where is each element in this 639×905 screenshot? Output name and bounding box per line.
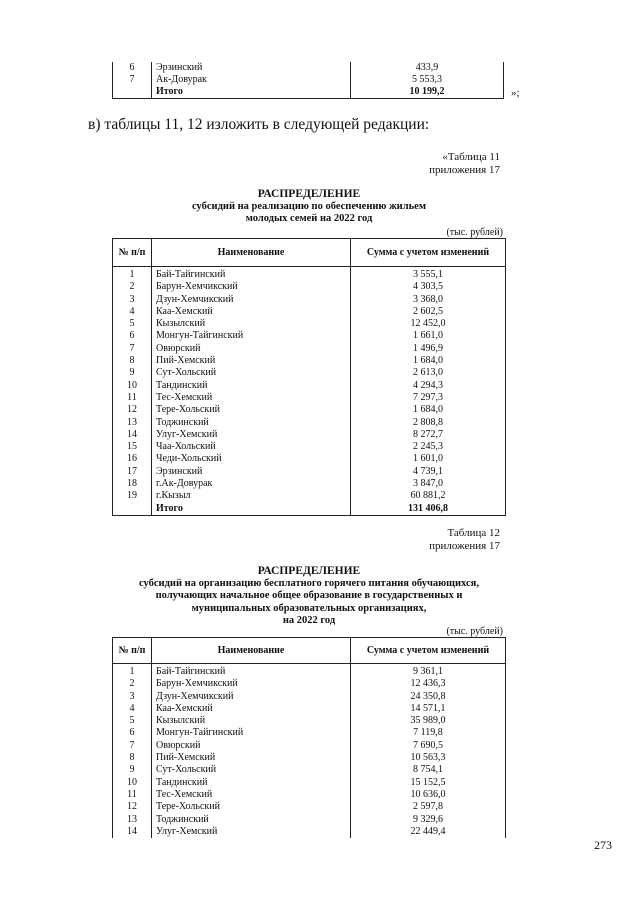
row-name: Чаа-Хольский (152, 441, 351, 453)
table-row (113, 294, 506, 306)
row-number: 4 (113, 306, 152, 318)
total-empty-cell (113, 503, 152, 516)
row-name: Улуг-Хемский (152, 429, 351, 441)
row-name: Улуг-Хемский (152, 826, 351, 838)
row-number: 12 (113, 801, 152, 813)
table-row (113, 814, 506, 826)
row-sum: 14 571,1 (351, 703, 506, 715)
row-sum: 10 563,3 (351, 752, 506, 764)
row-sum: 2 613,0 (351, 367, 506, 379)
row-sum: 12 436,3 (351, 678, 506, 690)
row-number: 11 (113, 392, 152, 404)
table11-units: (тыс. рублей) (446, 227, 503, 238)
table-row (113, 466, 506, 478)
row-sum: 10 636,0 (351, 789, 506, 801)
row-sum: 22 449,4 (351, 826, 506, 838)
table11-heading (112, 188, 506, 226)
table-row (113, 826, 506, 838)
table12-reference (429, 527, 500, 553)
row-number: 7 (113, 740, 152, 752)
row-sum: 7 119,8 (351, 727, 506, 739)
continuation-table (112, 62, 504, 99)
table12-heading (112, 565, 506, 628)
table-row (113, 801, 506, 813)
row-sum: 12 452,0 (351, 318, 506, 330)
total-row (113, 503, 506, 516)
table11-ref-line2: приложения 17 (429, 164, 500, 176)
row-sum: 9 361,1 (351, 664, 506, 679)
row-number: 10 (113, 777, 152, 789)
row-sum: 433,9 (351, 62, 504, 74)
row-name: Барун-Хемчикский (152, 678, 351, 690)
row-name: Тере-Хольский (152, 404, 351, 416)
row-number: 17 (113, 466, 152, 478)
row-sum: 7 690,5 (351, 740, 506, 752)
row-number: 18 (113, 478, 152, 490)
row-number: 11 (113, 789, 152, 801)
row-name: Тоджинский (152, 814, 351, 826)
total-label: Итого (152, 503, 351, 516)
row-number: 2 (113, 678, 152, 690)
row-sum: 2 808,8 (351, 417, 506, 429)
row-sum: 2 602,5 (351, 306, 506, 318)
table12 (112, 637, 506, 838)
row-number: 6 (113, 727, 152, 739)
row-name: Сут-Хольский (152, 764, 351, 776)
table-row (113, 691, 506, 703)
total-sum: 131 406,8 (351, 503, 506, 516)
table12-col-name: Наименование (152, 638, 351, 664)
table-row (113, 355, 506, 367)
row-sum: 1 661,0 (351, 330, 506, 342)
table-row (113, 343, 506, 355)
table-row (113, 441, 506, 453)
row-number: 9 (113, 367, 152, 379)
total-empty-cell (113, 86, 152, 99)
table-row (113, 777, 506, 789)
table-row (113, 62, 504, 74)
row-number: 1 (113, 267, 152, 282)
table-row (113, 330, 506, 342)
row-number: 4 (113, 703, 152, 715)
row-name: Сут-Хольский (152, 367, 351, 379)
row-name: Чеди-Хольский (152, 453, 351, 465)
table12-ref-line2: приложения 17 (429, 540, 500, 552)
table-row (113, 703, 506, 715)
table-row (113, 392, 506, 404)
row-name: Тандинский (152, 777, 351, 789)
table-row (113, 318, 506, 330)
row-sum: 3 847,0 (351, 478, 506, 490)
table11 (112, 238, 506, 516)
row-name: Тоджинский (152, 417, 351, 429)
table11-body (113, 267, 506, 516)
page-number: 273 (594, 838, 612, 852)
table11-subtitle-line2: молодых семей на 2022 год (245, 213, 373, 224)
table-row (113, 267, 506, 282)
row-sum: 4 739,1 (351, 466, 506, 478)
row-name: Тандинский (152, 380, 351, 392)
row-sum: 35 989,0 (351, 715, 506, 727)
table12-title: РАСПРЕДЕЛЕНИЕ (257, 565, 361, 577)
table-row (113, 789, 506, 801)
table12-subtitle-line3: муниципальных образовательных организациях, (191, 602, 427, 614)
table-row (113, 490, 506, 502)
table12-col-sum: Сумма с учетом изменений (351, 638, 506, 664)
row-name: Монгун-Тайгинский (152, 330, 351, 342)
row-name: г.Кызыл (152, 490, 351, 502)
table-row (113, 429, 506, 441)
table12-body (113, 664, 506, 839)
table11-col-name: Наименование (152, 239, 351, 267)
row-name: Овюрский (152, 740, 351, 752)
row-name: Бай-Тайгинский (152, 664, 351, 679)
row-name: г.Ак-Довурак (152, 478, 351, 490)
row-number: 14 (113, 826, 152, 838)
row-sum: 1 496,9 (351, 343, 506, 355)
table11-title: РАСПРЕДЕЛЕНИЕ (257, 188, 361, 200)
row-sum: 24 350,8 (351, 691, 506, 703)
row-name: Тес-Хемский (152, 392, 351, 404)
continuation-table-body (113, 62, 504, 99)
row-sum: 3 555,1 (351, 267, 506, 282)
table-row (113, 453, 506, 465)
table12-subtitle-line4: на 2022 год (282, 615, 336, 626)
table-row (113, 281, 506, 293)
table-row (113, 478, 506, 490)
table11-col-num: № п/п (113, 239, 152, 267)
row-name: Эрзинский (152, 466, 351, 478)
row-number: 8 (113, 355, 152, 367)
row-sum: 60 881,2 (351, 490, 506, 502)
table-row (113, 664, 506, 679)
table-row (113, 404, 506, 416)
row-number: 8 (113, 752, 152, 764)
table-row (113, 740, 506, 752)
row-number: 9 (113, 764, 152, 776)
table-row (113, 727, 506, 739)
row-number: 19 (113, 490, 152, 502)
table-row (113, 380, 506, 392)
table12-subtitle-line2: получающих начальное общее образование в государственных и (155, 590, 463, 601)
row-name: Эрзинский (152, 62, 351, 74)
row-name: Кызылский (152, 318, 351, 330)
row-sum: 7 297,3 (351, 392, 506, 404)
row-name: Тере-Хольский (152, 801, 351, 813)
table12-subtitle-line1: субсидий на организацию бесплатного горячего питания обучающихся, (139, 577, 479, 589)
row-name: Монгун-Тайгинский (152, 727, 351, 739)
table12-ref-line1: Таблица 12 (447, 527, 500, 539)
row-name: Каа-Хемский (152, 703, 351, 715)
row-name: Дзун-Хемчикский (152, 691, 351, 703)
table-row (113, 74, 504, 86)
row-name: Дзун-Хемчикский (152, 294, 351, 306)
row-sum: 1 601,0 (351, 453, 506, 465)
row-number: 6 (113, 330, 152, 342)
row-sum: 5 553,3 (351, 74, 504, 86)
row-number: 3 (113, 294, 152, 306)
row-number: 7 (113, 343, 152, 355)
table12-col-num: № п/п (113, 638, 152, 664)
row-name: Пий-Хемский (152, 752, 351, 764)
total-label: Итого (152, 86, 351, 99)
row-sum: 1 684,0 (351, 404, 506, 416)
row-sum: 9 329,6 (351, 814, 506, 826)
row-sum: 2 597,8 (351, 801, 506, 813)
row-number: 5 (113, 715, 152, 727)
table11-subtitle-line1: субсидий на реализацию по обеспечению жильем (192, 200, 426, 212)
row-name: Ак-Довурак (152, 74, 351, 86)
row-number: 12 (113, 404, 152, 416)
row-number: 1 (113, 664, 152, 679)
row-number: 15 (113, 441, 152, 453)
table-row (113, 678, 506, 690)
row-name: Барун-Хемчикский (152, 281, 351, 293)
row-sum: 4 303,5 (351, 281, 506, 293)
row-number: 3 (113, 691, 152, 703)
row-number: 6 (113, 62, 152, 74)
table-row (113, 306, 506, 318)
table11-ref-line1: «Таблица 11 (442, 151, 500, 163)
table11-reference (429, 151, 500, 177)
total-row (113, 86, 504, 99)
total-sum: 10 199,2 (351, 86, 504, 99)
table12-units: (тыс. рублей) (446, 626, 503, 637)
row-name: Бай-Тайгинский (152, 267, 351, 282)
row-number: 7 (113, 74, 152, 86)
row-sum: 2 245,3 (351, 441, 506, 453)
table-row (113, 715, 506, 727)
row-name: Каа-Хемский (152, 306, 351, 318)
row-name: Овюрский (152, 343, 351, 355)
row-sum: 8 754,1 (351, 764, 506, 776)
table-row (113, 417, 506, 429)
table11-col-sum: Сумма с учетом изменений (351, 239, 506, 267)
row-sum: 3 368,0 (351, 294, 506, 306)
row-number: 10 (113, 380, 152, 392)
table-row (113, 367, 506, 379)
row-number: 13 (113, 814, 152, 826)
table-row (113, 764, 506, 776)
row-sum: 8 272,7 (351, 429, 506, 441)
closing-quote: »; (511, 87, 520, 99)
row-number: 13 (113, 417, 152, 429)
row-number: 14 (113, 429, 152, 441)
row-number: 2 (113, 281, 152, 293)
row-name: Пий-Хемский (152, 355, 351, 367)
intro-paragraph: в) таблицы 11, 12 изложить в следующей редакции: (88, 116, 430, 133)
row-sum: 1 684,0 (351, 355, 506, 367)
row-number: 5 (113, 318, 152, 330)
row-number: 16 (113, 453, 152, 465)
row-sum: 4 294,3 (351, 380, 506, 392)
row-name: Тес-Хемский (152, 789, 351, 801)
table-row (113, 752, 506, 764)
row-name: Кызылский (152, 715, 351, 727)
row-sum: 15 152,5 (351, 777, 506, 789)
